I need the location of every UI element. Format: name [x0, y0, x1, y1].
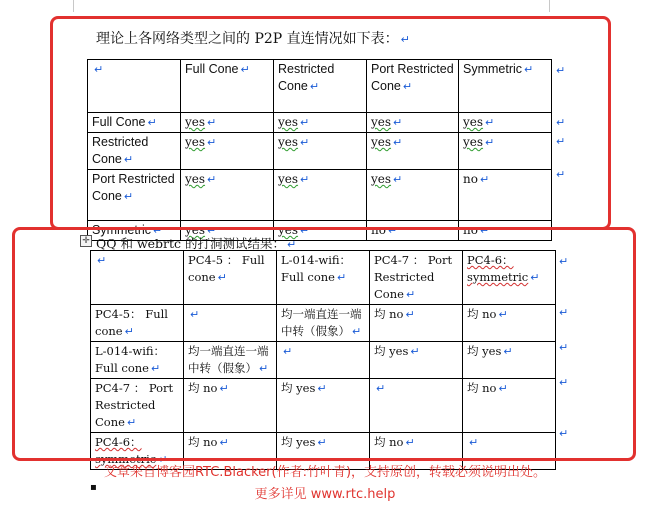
cell-text: 均 no	[374, 435, 404, 449]
row-header[interactable]	[88, 133, 181, 170]
paragraph-mark: ↵	[207, 136, 217, 149]
row-end-mark: ↵	[559, 341, 569, 354]
paragraph-mark: ↵	[485, 136, 495, 149]
cell-text: 均 no	[467, 307, 497, 321]
paragraph-mark: ↵	[94, 63, 104, 76]
paragraph-mark: ↵	[217, 271, 227, 284]
paragraph-mark: ↵	[287, 238, 297, 251]
paragraph-mark: ↵	[300, 136, 310, 149]
page-margin-mark	[73, 0, 74, 12]
cell-text: yes	[185, 223, 206, 237]
cell-text: yes	[278, 172, 299, 186]
paragraph-mark: ↵	[469, 436, 479, 449]
column-header[interactable]	[274, 60, 367, 113]
cell-text: yes	[463, 115, 484, 129]
table-cell[interactable]	[367, 113, 459, 133]
table-cell[interactable]	[184, 379, 277, 433]
cell-text: 均 yes	[467, 344, 502, 358]
cell-text: yes	[278, 223, 299, 237]
page-margin-mark	[549, 0, 550, 12]
p2p-theory-table	[87, 59, 552, 241]
column-header[interactable]	[459, 60, 552, 113]
column-header[interactable]	[184, 251, 277, 305]
column-header[interactable]	[367, 60, 459, 113]
paragraph-mark: ↵	[393, 173, 403, 186]
paragraph-mark: ↵	[336, 271, 347, 284]
credit-line: 文章来自博客园RTC.Blacker(作者:竹叶青)，支持原创，转载必须说明出处。	[103, 465, 547, 480]
heading-text: QQ 和 webrtc 的打洞测试结果：	[96, 236, 286, 251]
table-cell[interactable]	[274, 133, 367, 170]
table-cell[interactable]	[370, 342, 463, 379]
table-cell[interactable]	[181, 170, 274, 221]
table-move-handle-icon[interactable]: ✛	[80, 235, 92, 247]
cell-text: 均 no	[374, 307, 404, 321]
paragraph-mark: ↵	[126, 416, 137, 429]
cell-text: Restricted Cone	[92, 135, 149, 166]
cell-text: Port Restricted Cone	[92, 172, 175, 203]
table-row	[91, 379, 556, 433]
table-cell[interactable]	[463, 305, 556, 342]
paragraph-mark: ↵	[207, 173, 217, 186]
table-cell[interactable]	[459, 170, 552, 221]
row-header[interactable]	[91, 379, 184, 433]
table-row	[91, 342, 556, 379]
heading-text: 理论上各网络类型之间的 P2P 直连情况如下表：	[96, 31, 399, 47]
paragraph-mark: ↵	[147, 116, 157, 129]
table-cell[interactable]	[367, 133, 459, 170]
paragraph-mark: ↵	[219, 436, 229, 449]
cell-text: PC4-5 ： Full cone	[188, 253, 265, 284]
table-cell[interactable]	[277, 305, 370, 342]
cell-text: Symmetric	[92, 223, 152, 237]
table-cell[interactable]	[367, 221, 459, 241]
cell-text: PC4-7 ： Port Restricted Cone	[374, 253, 453, 301]
row-end-mark: ↵	[559, 376, 569, 389]
paragraph-mark: ↵	[530, 271, 540, 284]
cell-text: yes	[278, 135, 299, 149]
row-end-mark: ↵	[559, 306, 569, 319]
table-cell[interactable]	[367, 170, 459, 221]
paragraph-mark: ↵	[317, 382, 327, 395]
row-end-mark: ↵	[556, 64, 566, 77]
cell-text: yes	[185, 135, 206, 149]
cell-text: Full Cone	[92, 115, 146, 129]
column-header[interactable]	[370, 251, 463, 305]
table-cell[interactable]	[463, 379, 556, 433]
cell-text: no	[463, 172, 478, 186]
cell-text: 均 yes	[281, 381, 316, 395]
paragraph-mark: ↵	[207, 224, 217, 237]
cell-text: Full Cone	[185, 62, 239, 76]
paragraph-mark: ↵	[150, 362, 161, 375]
table-header-row	[88, 60, 552, 113]
paragraph-mark: ↵	[405, 288, 416, 301]
table-header-row	[91, 251, 556, 305]
cell-text: PC4-6： symmetric	[467, 253, 529, 284]
cell-text: yes	[371, 172, 392, 186]
table-corner-cell[interactable]	[88, 60, 181, 113]
paragraph-mark: ↵	[124, 325, 134, 338]
table-cell[interactable]	[184, 305, 277, 342]
paragraph-mark: ↵	[393, 136, 403, 149]
bullet-mark: ▪	[90, 482, 97, 493]
credit-link-line[interactable]: 更多详见 www.rtc.help	[254, 487, 396, 502]
paragraph-mark: ↵	[123, 190, 134, 203]
row-header[interactable]	[91, 305, 184, 342]
row-end-mark: ↵	[559, 255, 569, 268]
paragraph-mark: ↵	[309, 80, 320, 93]
qq-webrtc-result-table	[90, 250, 556, 470]
paragraph-mark: ↵	[387, 224, 398, 237]
table-row	[88, 113, 552, 133]
cell-text: L-014-wifi： Full cone	[281, 253, 352, 284]
cell-text: 均 no	[467, 381, 497, 395]
paragraph-mark: ↵	[485, 116, 495, 129]
paragraph-mark: ↵	[503, 345, 513, 358]
paragraph-mark: ↵	[405, 308, 415, 321]
table-cell[interactable]	[370, 379, 463, 433]
paragraph-mark: ↵	[300, 224, 310, 237]
paragraph-mark: ↵	[402, 80, 413, 93]
table-cell[interactable]	[277, 379, 370, 433]
row-end-mark: ↵	[556, 168, 566, 181]
paragraph-mark: ↵	[498, 308, 508, 321]
cell-text: PC4-6： symmetric	[95, 435, 157, 466]
cell-text: yes	[463, 135, 484, 149]
table-cell[interactable]	[277, 342, 370, 379]
paragraph-mark: ↵	[219, 382, 229, 395]
paragraph-mark: ↵	[498, 382, 508, 395]
paragraph-mark: ↵	[300, 116, 310, 129]
row-header[interactable]	[88, 170, 181, 221]
cell-text: 均 no	[188, 381, 218, 395]
cell-text: Port Restricted Cone	[371, 62, 454, 93]
paragraph-mark: ↵	[123, 153, 134, 166]
paragraph-mark: ↵	[352, 325, 362, 338]
cell-text: Restricted Cone	[278, 62, 335, 93]
table-corner-cell[interactable]	[91, 251, 184, 305]
table-cell[interactable]	[463, 342, 556, 379]
table-cell[interactable]	[181, 133, 274, 170]
table-cell[interactable]	[274, 113, 367, 133]
cell-text: Symmetric	[463, 62, 523, 76]
table-cell[interactable]	[274, 170, 367, 221]
table-row	[91, 305, 556, 342]
paragraph-mark: ↵	[259, 362, 269, 375]
cell-text: 均 yes	[281, 435, 316, 449]
cell-text: yes	[278, 115, 299, 129]
paragraph-mark: ↵	[479, 173, 490, 186]
paragraph-mark: ↵	[400, 33, 410, 46]
paragraph-mark: ↵	[283, 345, 293, 358]
paragraph-mark: ↵	[410, 345, 420, 358]
table-row	[88, 170, 552, 221]
paragraph-mark: ↵	[240, 63, 250, 76]
paragraph-mark: ↵	[393, 116, 403, 129]
row-end-mark: ↵	[556, 135, 566, 148]
table-cell[interactable]	[459, 133, 552, 170]
table-row	[88, 133, 552, 170]
table-cell[interactable]	[459, 221, 552, 241]
column-header[interactable]	[181, 60, 274, 113]
paragraph-mark: ↵	[524, 63, 534, 76]
table-cell[interactable]	[459, 113, 552, 133]
paragraph-mark: ↵	[300, 173, 310, 186]
heading-network-types	[96, 28, 410, 48]
paragraph-mark: ↵	[158, 453, 168, 466]
cell-text: yes	[371, 115, 392, 129]
column-header[interactable]	[463, 251, 556, 305]
row-header[interactable]	[91, 342, 184, 379]
row-end-mark: ↵	[559, 427, 569, 440]
paragraph-mark: ↵	[405, 436, 415, 449]
paragraph-mark: ↵	[153, 224, 163, 237]
row-header[interactable]	[88, 113, 181, 133]
cell-text: no	[463, 223, 478, 237]
cell-text: L-014-wifi： Full cone	[95, 344, 166, 375]
table-cell[interactable]	[370, 305, 463, 342]
paragraph-mark: ↵	[479, 224, 490, 237]
cell-text: 均一端直连一端中转（假象）	[188, 344, 269, 375]
cell-text: PC4-7 ： Port Restricted Cone	[95, 381, 174, 429]
cell-text: 均 yes	[374, 344, 409, 358]
cell-text: 均一端直连一端中转（假象）	[281, 307, 362, 338]
paragraph-mark: ↵	[376, 382, 386, 395]
cell-text: yes	[371, 135, 392, 149]
paragraph-mark: ↵	[97, 254, 107, 267]
cell-text: PC4-5： Full cone	[95, 307, 168, 338]
table-cell[interactable]	[181, 113, 274, 133]
cell-text: yes	[185, 172, 206, 186]
paragraph-mark: ↵	[190, 308, 200, 321]
column-header[interactable]	[277, 251, 370, 305]
paragraph-mark: ↵	[207, 116, 217, 129]
paragraph-mark: ↵	[317, 436, 327, 449]
table-cell[interactable]	[184, 342, 277, 379]
row-end-mark: ↵	[556, 116, 566, 129]
cell-text: 均 no	[188, 435, 218, 449]
cell-text: no	[371, 223, 386, 237]
cell-text: yes	[185, 115, 206, 129]
